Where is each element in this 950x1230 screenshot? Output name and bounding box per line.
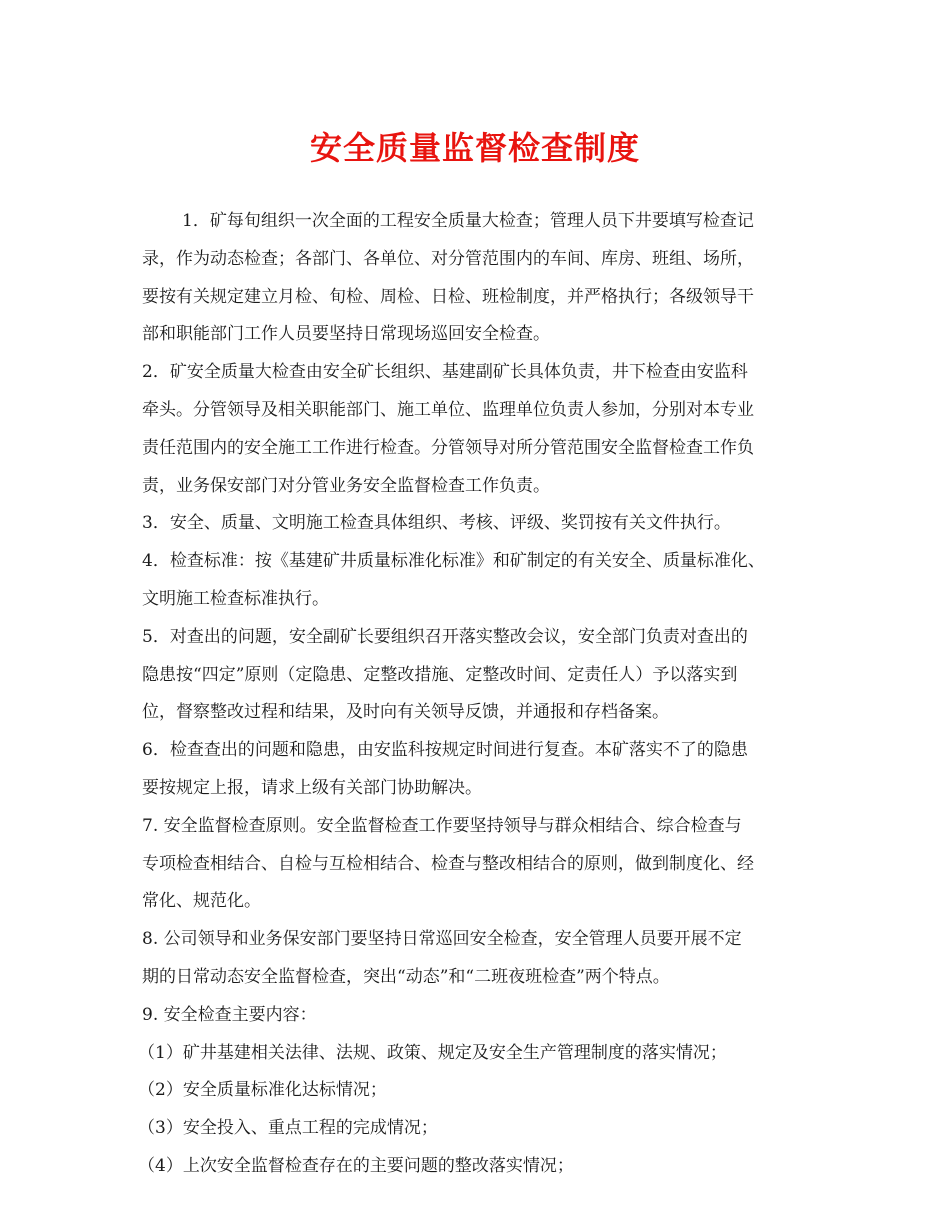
paragraph-line: 4．检查标准：按《基建矿井质量标准化标准》和矿制定的有关安全、质量标准化、 <box>142 551 765 572</box>
paragraph-line: 责，业务保安部门对分管业务安全监督检查工作负责。 <box>142 475 550 496</box>
paragraph-line: 9. 安全检查主要内容： <box>142 1004 317 1025</box>
list-item: （4）上次安全监督检查存在的主要问题的整改落实情况； <box>138 1155 574 1176</box>
paragraph-line: 位，督察整改过程和结果，及时向有关领导反馈，并通报和存档备案。 <box>142 702 669 723</box>
paragraph-line: 2．矿安全质量大检查由安全矿长组织、基建副矿长具体负责，井下检查由安监科 <box>142 362 748 383</box>
paragraph-line: 3．安全、质量、文明施工检查具体组织、考核、评级、奖罚按有关文件执行。 <box>142 513 731 534</box>
paragraph-line: 隐患按“四定”原则（定隐患、定整改措施、定整改时间、定责任人）予以落实到 <box>142 664 738 685</box>
paragraph-line: 部和职能部门工作人员要坚持日常现场巡回安全检查。 <box>142 324 550 345</box>
list-item: （1）矿井基建相关法律、法规、政策、规定及安全生产管理制度的落实情况； <box>138 1042 727 1063</box>
paragraph-line: 文明施工检查标准执行。 <box>142 588 329 609</box>
paragraph-line: 责任范围内的安全施工工作进行检查。分管领导对所分管范围安全监督检查工作负 <box>142 437 754 458</box>
paragraph-line: 常化、规范化。 <box>142 891 261 912</box>
paragraph-line: 7. 安全监督检查原则。安全监督检查工作要坚持领导与群众相结合、综合检查与 <box>142 815 742 836</box>
paragraph-line: 要按有关规定建立月检、旬检、周检、日检、班检制度，并严格执行；各级领导干 <box>142 286 754 307</box>
paragraph-line: 要按规定上报，请求上级有关部门协助解决。 <box>142 777 482 798</box>
paragraph-line: 牵头。分管领导及相关职能部门、施工单位、监理单位负责人参加，分别对本专业 <box>142 399 754 420</box>
document-body <box>138 203 822 1186</box>
paragraph-line: 1．矿每旬组织一次全面的工程安全质量大检查；管理人员下井要填写检查记 <box>182 211 754 231</box>
list-item: （3）安全投入、重点工程的完成情况； <box>138 1118 438 1139</box>
paragraph-line: 期的日常动态安全监督检查，突出“动态”和“二班夜班检查”两个特点。 <box>142 966 670 987</box>
list-item: （2）安全质量标准化达标情况； <box>138 1080 387 1101</box>
document-title: 安全质量监督检查制度 <box>309 129 640 167</box>
paragraph-line: 专项检查相结合、自检与互检相结合、检查与整改相结合的原则，做到制度化、经 <box>142 853 754 874</box>
paragraph-line: 6．检查查出的问题和隐患，由安监科按规定时间进行复查。本矿落实不了的隐患 <box>142 740 748 761</box>
paragraph-line: 录，作为动态检查；各部门、各单位、对分管范围内的车间、库房、班组、场所， <box>142 248 754 269</box>
paragraph-line: 8. 公司领导和业务保安部门要坚持日常巡回安全检查，安全管理人员要开展不定 <box>142 929 742 950</box>
paragraph-line: 5．对查出的问题，安全副矿长要组织召开落实整改会议，安全部门负责对查出的 <box>142 626 748 647</box>
